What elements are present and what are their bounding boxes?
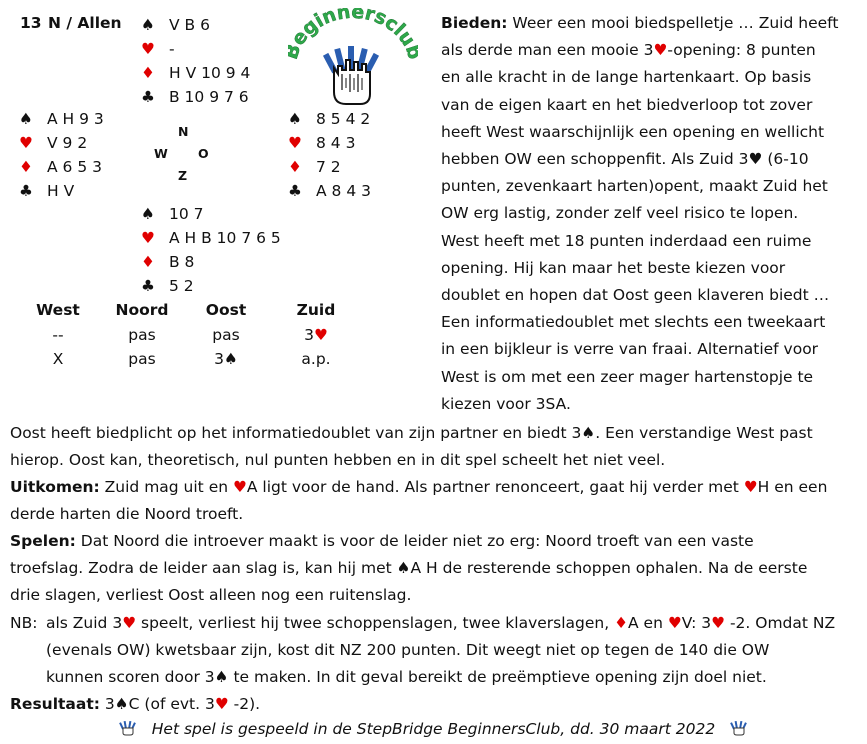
heart-icon: ♥: [653, 41, 668, 60]
dealer-vulnerability: N / Allen: [48, 14, 122, 32]
club-icon: ♣: [141, 88, 155, 106]
east-hearts: 8 4 3: [316, 134, 356, 152]
east-hand: [288, 107, 371, 203]
spade-icon: ♠: [141, 16, 155, 34]
spade-icon: ♠: [396, 559, 411, 577]
heart-icon: ♥: [288, 134, 302, 152]
spade-icon: ♠: [214, 668, 229, 686]
bid-cell: pas: [128, 326, 156, 344]
deal-number: 13: [20, 14, 42, 32]
logo-text: eginnersclu: [288, 8, 418, 51]
spade-icon: ♠: [581, 424, 596, 442]
diamond-icon: ♦: [141, 64, 155, 82]
south-hearts: A H B 10 7 6 5: [169, 229, 281, 247]
east-spades: 8 5 4 2: [316, 110, 371, 128]
club-icon: ♣: [141, 277, 155, 295]
bid-cell: X: [52, 350, 64, 368]
diamond-icon: ♦: [19, 158, 33, 176]
west-clubs: H V: [47, 182, 75, 200]
north-hearts: -: [169, 40, 175, 58]
resultaat-label: Resultaat:: [10, 695, 100, 713]
spelen-paragraph: Spelen: Dat Noord die introever maakt is voor de leider niet zo erg: Noord troeft van een vaste troefslag. Zodra de leider aan slag is, kan hij met ♠A H de resterende schoppen ophalen. Na de eerste drie slagen, verliest Oost alleen nog een ruitenslag.: [10, 532, 808, 604]
bid-cell: --: [52, 326, 64, 344]
bid-header-north: Noord: [115, 301, 169, 319]
hand-cards-icon: [119, 720, 137, 736]
south-clubs: 5 2: [169, 277, 194, 295]
diamond-icon: ♦: [141, 253, 155, 271]
bid-cell: pas: [212, 326, 240, 344]
footer: [0, 720, 867, 738]
diamond-icon: ♦: [288, 158, 302, 176]
compass-south: Z: [178, 168, 188, 183]
compass-west: W: [154, 146, 168, 161]
north-spades: V B 6: [169, 16, 210, 34]
bieden-label: Bieden:: [441, 14, 508, 32]
north-clubs: B 10 9 7 6: [169, 88, 249, 106]
west-spades: A H 9 3: [47, 110, 104, 128]
oost-paragraph: Oost heeft biedplicht op het informatiedoublet van zijn partner en biedt 3♠. Een verstandige West past hierop. Oost kan, theoretisch, nul punten hebben en in dit spel scheelt het niet veel.: [10, 424, 813, 469]
south-diamonds: B 8: [169, 253, 195, 271]
hand-cards-icon: [323, 46, 379, 104]
bid-row: [18, 323, 366, 347]
bid-cell: a.p.: [301, 350, 331, 368]
west-hearts: V 9 2: [47, 134, 88, 152]
bid-row: [18, 347, 366, 371]
spade-icon: ♠: [288, 110, 302, 128]
nb-paragraph: NB: als Zuid 3♥ speelt, verliest hij twee schoppenslagen, twee klaverslagen, ♦A en ♥V: 3♥ -2. Omdat NZ (evenals OW) kwetsbaar zijn, kost dit NZ 200 punten. Dit weegt niet op tegen de 140 die OW kunnen scoren door 3♠ te maken. In dit geval bereikt de preëmptieve opening zijn doel niet.: [10, 610, 860, 691]
heart-icon: ♥: [232, 478, 247, 496]
west-hand: [19, 107, 104, 203]
heart-icon: ♥: [711, 614, 726, 632]
bid-cell: 3♥: [304, 326, 328, 344]
bieden-paragraph: Bieden: Weer een mooi biedspelletje … Zuid heeft als derde man een mooie 3♥-opening: 8 punten en alle kracht in de lange hartenkaart. Op basis van de eigen kaart en het biedverloop tot zover heeft West waarschijnlijk een opening en wellicht hebben OW een schoppenfit. Als Zuid 3♥ (6-10 punten, zevenkaart harten)opent, maakt Zuid het OW erg lastig, zonder zelf veel risico te lopen. West heeft met 18 punten inderdaad een ruime opening. Hij kan maar het beste kiezen voor doublet en hopen dat Oost geen klaveren biedt … Een informatiedoublet met slechts een tweekaart in een bijkleur is verre van fraai. Alternatief voor West is om met een zeer mager hartenstopje te kiezen voor 3SA.: [441, 14, 839, 413]
compass-north: N: [178, 124, 189, 139]
heart-icon: ♥: [141, 40, 155, 58]
west-diamonds: A 6 5 3: [47, 158, 102, 176]
heart-icon: ♥: [19, 134, 33, 152]
club-icon: ♣: [19, 182, 33, 200]
uitkomen-paragraph: Uitkomen: Zuid mag uit en ♥A ligt voor de hand. Als partner renonceert, gaat hij verder met ♥H en een derde harten die Noord troeft.: [10, 478, 828, 523]
heart-icon: ♥: [667, 614, 682, 632]
south-hand: [141, 202, 281, 298]
compass-east: O: [198, 146, 209, 161]
uitkomen-label: Uitkomen:: [10, 478, 100, 496]
club-icon: ♣: [288, 182, 302, 200]
north-diamonds: H V 10 9 4: [169, 64, 251, 82]
hand-cards-icon: [730, 720, 748, 736]
spade-icon: ♠: [223, 350, 238, 368]
nb-label: NB:: [10, 614, 38, 632]
spade-icon: ♠: [141, 205, 155, 223]
spelen-label: Spelen:: [10, 532, 76, 550]
footer-text: Het spel is gespeeld in de StepBridge BeginnersClub, dd. 30 maart 2022: [151, 720, 716, 738]
spade-icon: ♠: [114, 695, 129, 713]
east-clubs: A 8 4 3: [316, 182, 371, 200]
north-hand: [141, 13, 250, 109]
bid-header-south: Zuid: [296, 301, 336, 319]
bid-header-east: Oost: [205, 301, 247, 319]
heart-icon: ♥: [122, 614, 137, 632]
heart-icon: ♥: [743, 478, 758, 496]
south-spades: 10 7: [169, 205, 204, 223]
bid-cell: 3♠: [214, 350, 238, 368]
heart-icon: ♥: [214, 695, 229, 713]
heart-icon: ♥: [313, 326, 328, 344]
bidding-table: [18, 297, 366, 371]
bid-cell: pas: [128, 350, 156, 368]
heart-icon: ♥: [141, 229, 155, 247]
beginnersclub-logo: [288, 8, 418, 110]
bid-header-west: West: [36, 301, 80, 319]
spade-icon: ♠: [19, 110, 33, 128]
resultaat-paragraph: Resultaat: 3♠C (of evt. 3♥ -2).: [10, 695, 261, 713]
east-diamonds: 7 2: [316, 158, 341, 176]
diamond-icon: ♦: [614, 614, 629, 632]
